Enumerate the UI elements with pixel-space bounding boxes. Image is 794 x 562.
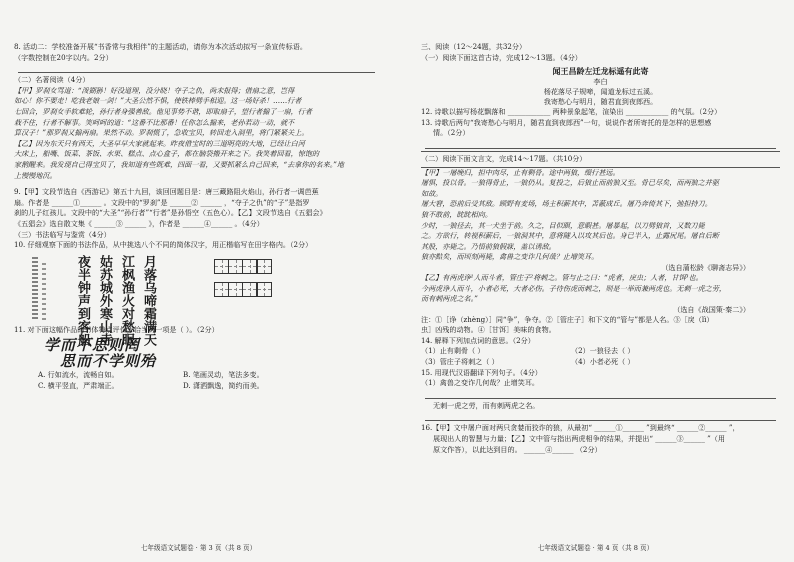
subsection-classical-box (421, 151, 780, 168)
passage-line: 【甲】罗刹女骂道：“泼猢狲！好没道理，没分晓！夺子之仇，尚未报得；借扇之意，岂得 (14, 85, 295, 95)
passage-yi (14, 139, 379, 181)
question-14: 14. 解释下列加点词的意思。（2分） (421, 335, 535, 345)
answer-line-15-1[interactable] (425, 389, 776, 399)
poem-column: 夜半钟声到客船 (75, 254, 90, 346)
passage-line: 其股，亦毙之。乃悟前狼假寐，盖以诱敌。 (421, 241, 556, 251)
answer-line-15-2[interactable] (425, 411, 776, 421)
question-11: 11. 对下面这幅作品的书体特点评价不恰当的一项是（ ）。（2分） (14, 324, 219, 334)
grid-cell[interactable] (257, 259, 272, 274)
question-13: 13. 诗歌后两句“我寄愁心与明月，随君直到夜郎西”一句，说说作者所寄托的是怎样的思想感 (421, 117, 712, 127)
passage-line: 今两虎诤人而斗，小者必死，大者必伤。子待伤虎而刺之，则是一举而兼两虎也。无刺一虎之劳， (421, 283, 727, 293)
footnotes-cont: 虫］凶残的动物。④［甘饵］美味的食物。 (421, 325, 556, 335)
subsection-classical: （二）阅读下面文言文，完成14～17题。（共10分） (421, 153, 587, 163)
question-16-cont: 原文作答），以此达到目的。 ______④______ （2分） (433, 444, 602, 454)
poem-column: 姑苏城外寒山寺 (97, 254, 112, 346)
question-12: 12. 诗歌以描写杨花飘落和 ____________ 两种景象起笔，渲染出 ____________ 的气氛。（2分） (421, 107, 722, 117)
poem-column: 月落乌啼霜满天 (141, 254, 156, 346)
question-8-note: （字数控制在20字以内。2分） (14, 52, 113, 62)
question-line: 《五猖会》选自散文集《 ______③ ______ 》，作者是 ______④______ 。（4分） (14, 218, 264, 228)
grid-cell[interactable] (214, 259, 229, 274)
source-jia: （选自蒲松龄《聊斋志异》） (661, 262, 750, 272)
question-9 (14, 187, 379, 229)
question-10: 10. 仔细观察下面的书法作品，从中挑选八个不同的简体汉字，用正楷临写在田字格内。（2分） (14, 240, 313, 250)
passage-line: 大床上，船嘴、饭菜、茶饭、水果、糕点、点心盒子，都在脑袋搬开来之下。我笑着回看，惊饱的 (14, 149, 320, 159)
classical-jia (421, 168, 780, 263)
question-15-1: （1）禽兽之变诈几何哉？止增笑耳。 (421, 378, 540, 388)
page-footer: 七年级语文试题卷 · 第 4 页（共 8 页） (537, 544, 654, 552)
passage-line: 家鹅醒来。我发现自己得宝贝了，我知道有些既难，四面一看，又要抓紧么自己回来，“去拿你的名来。”地 (14, 159, 345, 169)
grid-cell[interactable] (257, 282, 272, 297)
passage-line: 【乙】因为东天只有西天，大圣早早大家就起来。昨夜借宝时的三道明亮的大地，已经让白河 (14, 138, 305, 148)
section-reading: 三、阅读（12～24题，共32分） (421, 42, 527, 51)
grid-cell[interactable] (228, 259, 243, 274)
question-8: 8. 活动二：学校准备开展“书香常与我相伴”的主题活动，请你为本次活动拟写一条宣传标语。 (14, 42, 307, 51)
grid-cell[interactable] (242, 282, 257, 297)
page-footer: 七年级语文试题卷 · 第 3 页（共 8 页） (140, 544, 257, 552)
question-13-cont: 情。（2分） (433, 128, 470, 138)
question-15: 15. 用现代汉语翻译下列句子。（4分） (421, 367, 542, 377)
question-14-items (421, 346, 721, 367)
source-yi: （选自《战国策·秦二》） (673, 304, 750, 314)
footnotes: 注：①［诤（zhèng）］同“争”，争夺。②［管庄子］和下文的“管与”都是人名。③［戾（lì） (421, 314, 714, 324)
seal-inscription (42, 263, 46, 321)
question-16-cont: 展现出人的智慧与力量；【乙】文中管与指出两虎相争的结果，并提出“ ______③______ ”（用 (433, 434, 725, 444)
grid-row (214, 259, 271, 274)
question-14-item[interactable]: （2）一狼径去（ ） (571, 346, 635, 356)
poem-author: 李白 (593, 77, 608, 87)
question-14-item[interactable]: （3）管庄子将刺之（ ） (421, 357, 499, 367)
grid-cell[interactable] (242, 259, 257, 274)
question-14-item[interactable]: （4）小者必死（ ） (571, 357, 635, 367)
passage-line: 狼亦黠矣，而顷刻两毙，禽兽之变诈几何哉？止增笑耳。 (421, 252, 599, 262)
poem-line: 我寄愁心与明月，随君直到夜郎西。 (543, 97, 658, 107)
passage-line: 【乙】有两虎诤¹人而斗者，管庄子²将刺之。管与止之曰：“虎者，戾虫；人者，甘饵³也。 (421, 272, 703, 282)
cursive-line: 学而不思则罔 (44, 336, 141, 355)
cursive-line: 思而不学则殆 (60, 352, 157, 371)
passage-line: 如心！你不要走！吃我老娘一剑！”大圣公然不惧，使铁棒劈手相迎。这一场好杀！……行者 (14, 96, 302, 106)
passage-line: 【甲】一屠晚归，担中肉尽，止有剩骨。途中两狼，缀行甚远。 (421, 167, 620, 177)
passage-line: 如故。 (421, 188, 443, 198)
option-d[interactable]: D. 潇洒飘逸，简约而美。 (183, 381, 264, 391)
passage-line: 狼不敢前，眈眈相向。 (421, 209, 492, 219)
question-16: 16.【甲】文中屠户面对两只贪婪而狡诈的狼，从最初“ ______①______ ”到最终“ ______②______ ”， (421, 423, 740, 433)
passage-line: 栽不住，行者不解事。笑呵呵的道：“这番不比那番！任你怎么搧来，老孙若动一动，就不 (14, 117, 295, 127)
option-b[interactable]: B. 笔画灵动，笔法多变。 (183, 370, 264, 380)
answer-line-13[interactable] (425, 139, 776, 149)
passage-line: 算汉子！”那罗刹又搧两扇。果然不动。罗刹慌了，急收宝贝，转回走入洞里，将门紧紧关上。 (14, 128, 309, 138)
options-11 (38, 369, 328, 391)
grid-row (214, 282, 271, 297)
grid-cell[interactable] (228, 282, 243, 297)
question-line: 9.【甲】文段节选自《西游记》第五十九回，该回回题目是：唐三藏路阻火焰山，孙行者一调芭蕉 (14, 187, 319, 197)
option-c[interactable]: C. 横平竖直，严肃端正。 (38, 381, 119, 391)
poem-calligraphy (74, 255, 156, 346)
passage-line: 屠惧，投以骨。一狼得骨止，一狼仍从。复投之，后狼止而前狼又至。骨已尽矣，而两狼之并驱 (421, 178, 719, 188)
passage-line: 屠大窘，恐前后受其敌。顾野有麦场，场主积薪其中，苫蔽成丘。屠乃奔倚其下，弛担持刀。 (421, 199, 712, 209)
answer-line-8[interactable] (18, 63, 375, 73)
question-15-2: 无刺一虎之劳，而有刺两虎之名。 (433, 400, 540, 410)
passage-jia (14, 86, 379, 139)
passage-line: 少时，一狼径去，其一犬坐于前。久之，目似瞑，意暇甚。屠暴起，以刀劈狼首，又数刀毙 (421, 220, 705, 230)
section-calligraphy: （三）书法临写与鉴赏（4分） (14, 229, 111, 239)
poem-column: 江枫渔火对愁眠 (119, 254, 134, 346)
passage-line: 而有刺两虎之名。” (421, 294, 478, 304)
passage-line: 之。方欲行，转视积薪后，一狼洞其中，意将隧入以攻其后也。身已半入，止露尻尾。屠自后断 (421, 231, 719, 241)
seal-inscription (32, 257, 38, 319)
grid-cell[interactable] (214, 282, 229, 297)
passage-line: 上慢慢地沉。 (14, 170, 57, 180)
option-a[interactable]: A. 行如流水，流畅自如。 (38, 370, 119, 380)
question-line: 扇。作者是 ______①______ 。文段中的“罗刹”是 ______② ______ ，“夺子之仇”的“子”是指罗 (14, 197, 310, 207)
poem-line: 杨花落尽子规啼，闻道龙标过五溪。 (543, 87, 658, 97)
passage-line: 七回合，罗刹女手软难轮，孙行者身强善敌。他见事势不谐，即取扇子，望行者搧了一扇，行者 (14, 106, 312, 116)
section-reading-classics: （二）名著阅读（4分） (14, 75, 90, 85)
classical-yi (421, 273, 780, 305)
question-line: 刹的儿子红孩儿。文段中的“大圣”“孙行者”“行者”是孙悟空（五色心）。【乙】文段节选自《五猖会》 (14, 208, 327, 218)
poem-title: 闻王昌龄左迁龙标遥有此寄 (552, 66, 649, 77)
question-14-item[interactable]: （1）止有剩骨（ ） (421, 346, 485, 356)
subsection-poem: （一）阅读下面这首古诗，完成12～13题。（4分） (421, 52, 582, 62)
tianzige-grid[interactable] (214, 259, 271, 305)
page-right (397, 0, 794, 562)
